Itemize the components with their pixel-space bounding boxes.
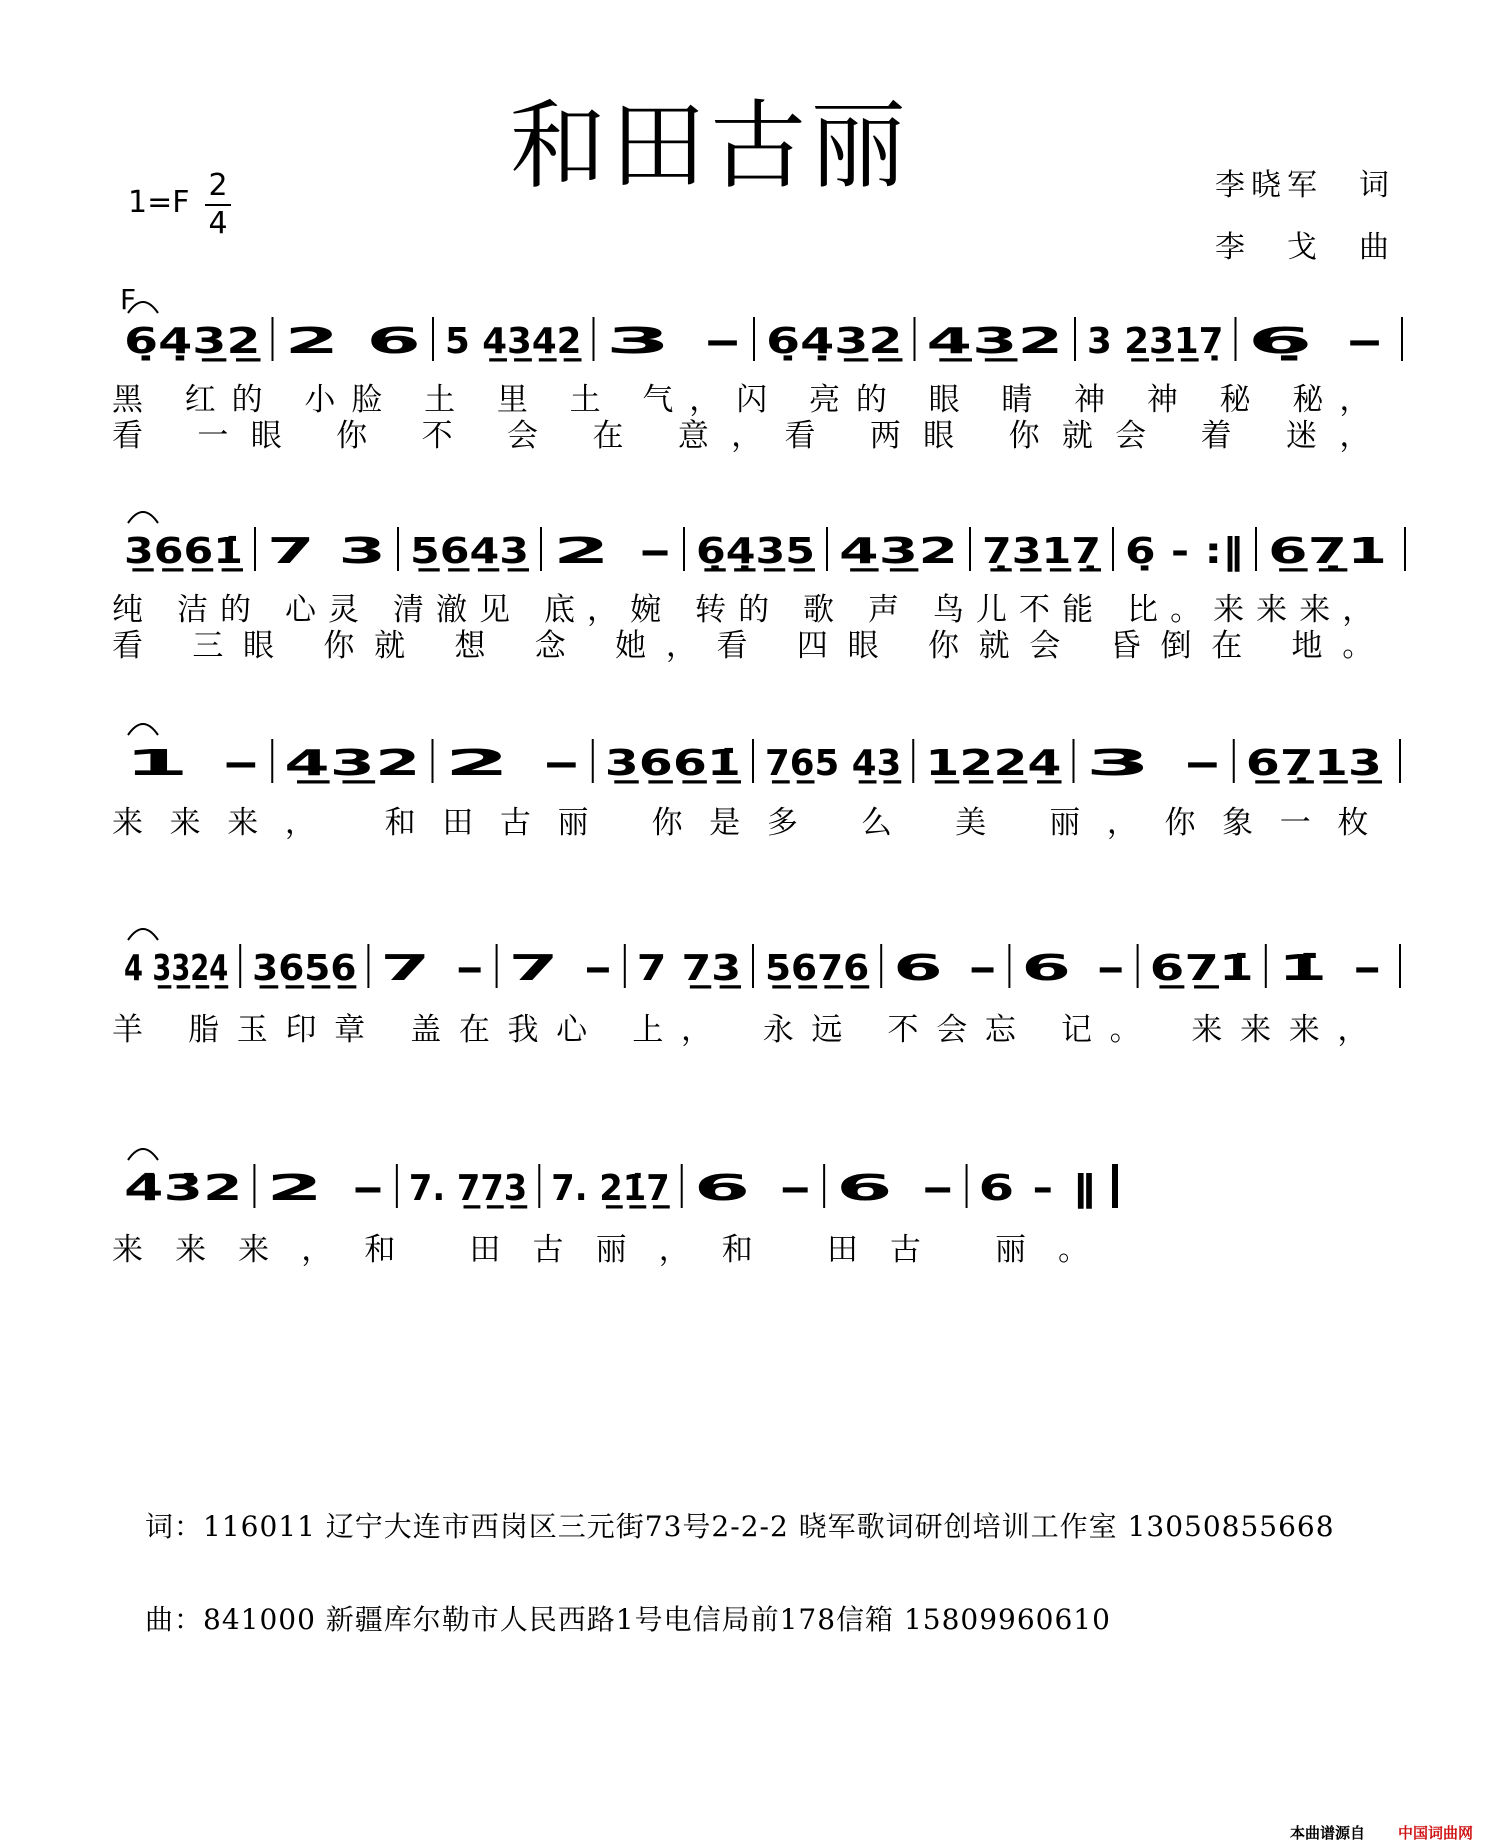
score-measure: 6̣4̣3̲2̲: [766, 321, 903, 362]
score-measure: 2 -: [444, 743, 581, 784]
score-measure: 7 -: [380, 948, 485, 989]
score-measure: 5 4̲3̲4̲2̲: [445, 321, 582, 362]
lyric-line: 纯 洁的 心灵 清澈见 底，婉 转的 歌 声 鸟儿不能 比。来来来，: [112, 592, 1374, 628]
lyric-line: 来来来，和 田古丽，和 田古 丽。: [112, 1232, 1090, 1268]
score-measure: 3̲6̲6̲1̲̇: [124, 531, 243, 572]
score-measure: 3 2̲3̲1̲7̣: [1087, 321, 1224, 362]
slur: [128, 512, 158, 523]
score-measure: 7. 2̲1̲̇7̲: [551, 1168, 670, 1209]
score-measure: 5̲6̲7̲6̲: [765, 948, 870, 989]
score-measure: 6 -: [693, 1168, 813, 1209]
score-measure: 6̲7̣̲1̲3̲: [1245, 743, 1382, 784]
chord-symbol: F: [120, 283, 137, 316]
lyric-line: 羊 脂玉印章 盖在我心 上， 永远 不会忘 记。 来来来，: [112, 1012, 1369, 1048]
score-measure: 7̲6̲5 4̲3̲: [765, 743, 902, 784]
composer-credit: 李 戈 曲: [1215, 230, 1395, 265]
score-measure: 1̇ -: [1277, 948, 1382, 989]
score-measure: 3 -: [605, 321, 742, 362]
key-signature: 1=F: [128, 185, 190, 220]
score-measure: 4̲3̲2: [284, 743, 421, 784]
score-measure: 5̲6̲4̲3̲: [410, 531, 529, 572]
score-measure: 3 -: [1085, 743, 1222, 784]
score-measure: 7̣̲3̲1̲7̣̲: [982, 531, 1101, 572]
score-measure: 7 7̲3̲: [636, 948, 741, 989]
score-measure: 7. 7̲7̲3̲: [408, 1168, 528, 1209]
slur: [128, 724, 158, 735]
score-measure: 6̣4̣3̲2̲: [124, 321, 261, 362]
score-measure: 3̲6̲5̲6̲: [252, 948, 357, 989]
time-signature-bottom: 4: [208, 206, 228, 241]
score-measure: 6̲7̣̲1: [1268, 531, 1387, 572]
score-measure: 2 -: [553, 531, 672, 572]
score-measure: 2 6: [284, 321, 421, 362]
slur: [128, 929, 158, 940]
score-measure: 7 3: [267, 531, 386, 572]
score-measure: 6̲7̲1̇: [1149, 948, 1254, 989]
score-measure: 4̇3̇2: [124, 1168, 243, 1209]
lyric-line: 看 三眼 你就 想 念 她，看 四眼 你就会 昏倒在 地。: [112, 628, 1374, 664]
slur: [128, 302, 158, 313]
score-measure: 4̲3̲2: [926, 321, 1063, 362]
lyricist-credit: 李晓军 词: [1215, 168, 1395, 203]
score-measure: 1̲2̲2̲4̲: [925, 743, 1062, 784]
lyric-line: 黑 红的 小脸 土 里 土 气，闪 亮的 眼 睛 神 神 秘 秘，: [112, 382, 1371, 418]
score-measure: 7 -: [508, 948, 613, 989]
score-measure: 3̲6̲6̲1̲̇: [604, 743, 741, 784]
score-measure: 4̲3̲2: [839, 531, 958, 572]
score-measure: 6̣ -: [1247, 321, 1384, 362]
slur: [128, 1149, 158, 1160]
lyricist-contact: 词：116011 辽宁大连市西岗区三元街73号2-2-2 晓军歌词研创培训工作室 13050855668: [145, 1510, 1335, 1543]
footer-source-label: 本曲谱源自: [1290, 1824, 1366, 1842]
score-measure: 4 3̲3̲2̲4̲: [124, 948, 229, 989]
score-measure: 6 -: [836, 1168, 955, 1209]
footer-site-link[interactable]: 中国词曲网: [1398, 1824, 1474, 1842]
score-measure: 6 -: [893, 948, 998, 989]
score-measure: 6 -: [1021, 948, 1126, 989]
lyric-line: 来来来， 和田古丽 你是多 么 美 丽，你象一枚: [112, 805, 1369, 841]
score-measure: 6̣ - :‖: [1125, 531, 1244, 572]
score-measure: 6̣̲4̣̲3̲5̲: [696, 531, 815, 572]
lyric-line: 看 一眼 你 不 会 在 意，看 两眼 你就会 着 迷，: [112, 418, 1371, 454]
song-title: 和田古丽: [510, 90, 910, 202]
time-signature-top: 2: [208, 168, 228, 203]
score-measure: 1 -: [124, 743, 261, 784]
score-measure: 6 - ‖: [978, 1168, 1097, 1209]
score-measure: 2 -: [266, 1168, 385, 1209]
composer-contact: 曲：841000 新疆库尔勒市人民西路1号电信局前178信箱 15809960610: [145, 1603, 1111, 1636]
